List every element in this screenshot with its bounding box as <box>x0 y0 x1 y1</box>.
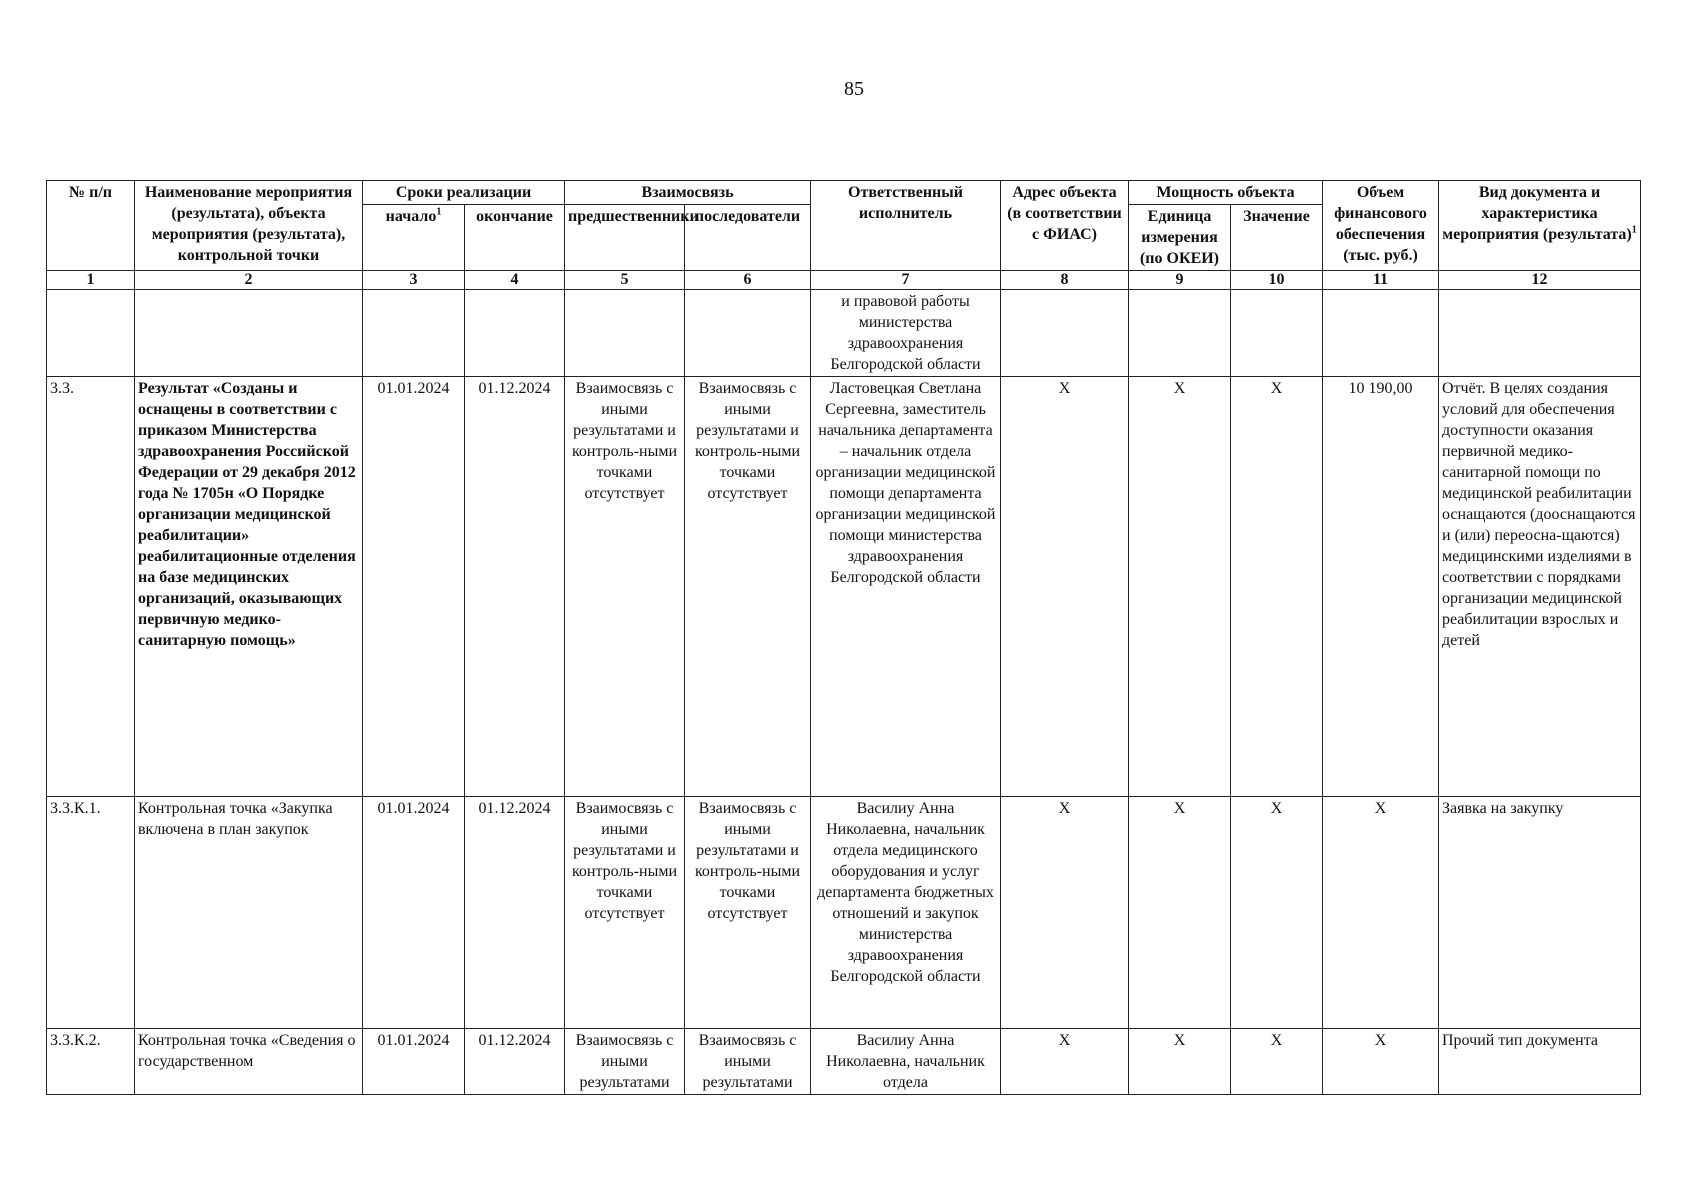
header-unit: Единица измерения (по ОКЕИ) <box>1129 205 1231 271</box>
column-number: 5 <box>565 271 685 290</box>
row-name <box>135 290 363 377</box>
header-end: окончание <box>465 205 565 271</box>
header-doc-type <box>1439 181 1641 271</box>
row-end: 01.12.2024 <box>465 797 565 1029</box>
header-predecessors: предшественники <box>565 205 685 271</box>
row-start: 01.01.2024 <box>363 377 465 797</box>
column-number: 3 <box>363 271 465 290</box>
row-doc: Прочий тип документа <box>1439 1029 1641 1095</box>
row-end: 01.12.2024 <box>465 1029 565 1095</box>
header-timing-group: Сроки реализации <box>363 181 565 205</box>
column-number: 11 <box>1323 271 1439 290</box>
table-row <box>47 1029 1641 1095</box>
row-responsible: Ластовецкая Светлана Сергеевна, заместитель начальника департамента – начальник отдела организации медицинской помощи департамента организации медицинской помощи министерства здравоохранения Белгородской области <box>811 377 1001 797</box>
row-value: X <box>1231 1029 1323 1095</box>
column-number: 12 <box>1439 271 1641 290</box>
row-start <box>363 290 465 377</box>
column-number: 8 <box>1001 271 1129 290</box>
row-predecessors: Взаимосвязь с иными результатами и контроль-ными точками отсутствует <box>565 377 685 797</box>
row-name: Результат «Созданы и оснащены в соответствии с приказом Министерства здравоохранения Российской Федерации от 29 декабря 2012 года № 1705н «О Порядке организации медицинской реабилитации» реабилитационные отделения на базе медицинских организаций, оказывающих первичную медико-санитарную помощь» <box>135 377 363 797</box>
page-number: 85 <box>844 78 864 100</box>
row-number: 3.3. <box>47 377 135 797</box>
column-number: 10 <box>1231 271 1323 290</box>
row-number: 3.3.К.2. <box>47 1029 135 1095</box>
row-responsible: Василиу Анна Николаевна, начальник отдела медицинского оборудования и услуг департамента бюджетных отношений и закупок министерства здравоохранения Белгородской области <box>811 797 1001 1029</box>
row-name: Контрольная точка «Сведения о государственном <box>135 1029 363 1095</box>
header-successors: последователи <box>685 205 811 271</box>
header-value: Значение <box>1231 205 1323 271</box>
row-number <box>47 290 135 377</box>
row-start: 01.01.2024 <box>363 1029 465 1095</box>
row-successors: Взаимосвязь с иными результатами <box>685 1029 811 1095</box>
row-successors: Взаимосвязь с иными результатами и контроль-ными точками отсутствует <box>685 797 811 1029</box>
column-number: 6 <box>685 271 811 290</box>
header-row-1 <box>47 181 1641 205</box>
column-number: 2 <box>135 271 363 290</box>
row-successors <box>685 290 811 377</box>
row-unit: X <box>1129 377 1231 797</box>
header-doc-type-sup: 1 <box>1631 224 1637 236</box>
table-row <box>47 797 1641 1029</box>
row-unit: X <box>1129 797 1231 1029</box>
row-predecessors <box>565 290 685 377</box>
row-address: X <box>1001 377 1129 797</box>
row-doc: Заявка на закупку <box>1439 797 1641 1029</box>
row-unit <box>1129 290 1231 377</box>
row-finance: X <box>1323 797 1439 1029</box>
row-finance <box>1323 290 1439 377</box>
column-number: 9 <box>1129 271 1231 290</box>
header-number: № п/п <box>47 181 135 271</box>
header-finance: Объем финансового обеспечения (тыс. руб.) <box>1323 181 1439 271</box>
column-number: 4 <box>465 271 565 290</box>
header-start <box>363 205 465 271</box>
row-start: 01.01.2024 <box>363 797 465 1029</box>
column-number: 7 <box>811 271 1001 290</box>
header-name: Наименование мероприятия (результата), объекта мероприятия (результата), контрольной точки <box>135 181 363 271</box>
table-row <box>47 290 1641 377</box>
row-finance: X <box>1323 1029 1439 1095</box>
row-address: X <box>1001 1029 1129 1095</box>
row-unit: X <box>1129 1029 1231 1095</box>
row-doc: Отчёт. В целях создания условий для обеспечения доступности оказания первичной медико-санитарной помощи по медицинской реабилитации оснащаются (дооснащаются и (или) переосна-щаются) медицинскими изделиями в соответствии с порядками организации медицинской реабилитации взрослых и детей <box>1439 377 1641 797</box>
header-doc-type-text: Вид документа и характеристика мероприятия (результата) <box>1442 184 1632 243</box>
row-predecessors: Взаимосвязь с иными результатами <box>565 1029 685 1095</box>
row-successors: Взаимосвязь с иными результатами и контроль-ными точками отсутствует <box>685 377 811 797</box>
activities-table <box>46 180 1641 1095</box>
row-address: X <box>1001 797 1129 1029</box>
row-doc <box>1439 290 1641 377</box>
header-responsible: Ответственный исполнитель <box>811 181 1001 271</box>
header-start-text: начало <box>385 208 437 225</box>
row-finance: 10 190,00 <box>1323 377 1439 797</box>
row-value: X <box>1231 377 1323 797</box>
row-value: X <box>1231 797 1323 1029</box>
row-responsible: и правовой работы министерства здравоохранения Белгородской области <box>811 290 1001 377</box>
column-number: 1 <box>47 271 135 290</box>
column-numbers-row <box>47 271 1641 290</box>
row-responsible: Василиу Анна Николаевна, начальник отдела <box>811 1029 1001 1095</box>
row-value <box>1231 290 1323 377</box>
row-predecessors: Взаимосвязь с иными результатами и контроль-ными точками отсутствует <box>565 797 685 1029</box>
header-start-sup: 1 <box>436 206 442 218</box>
row-number: 3.3.К.1. <box>47 797 135 1029</box>
row-address <box>1001 290 1129 377</box>
header-address: Адрес объекта (в соответствии с ФИАС) <box>1001 181 1129 271</box>
table-row <box>47 377 1641 797</box>
row-end <box>465 290 565 377</box>
header-capacity-group: Мощность объекта <box>1129 181 1323 205</box>
row-end: 01.12.2024 <box>465 377 565 797</box>
row-name: Контрольная точка «Закупка включена в план закупок <box>135 797 363 1029</box>
header-relation-group: Взаимосвязь <box>565 181 811 205</box>
